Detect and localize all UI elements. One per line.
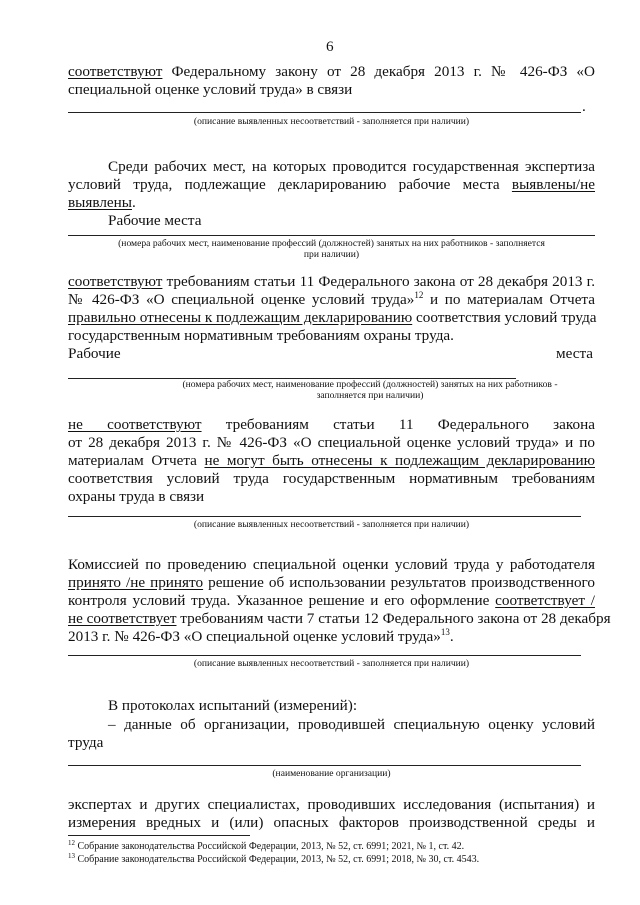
fill-in-line [68,516,581,517]
underlined-option: соответствуют [68,63,163,80]
text-run: требованиям статьи 11 Федерального закона [201,416,595,433]
footnote-ref: 12 [414,290,424,300]
text-run: условий труда, подлежащие декларированию рабочие места [68,176,512,193]
underlined-option: принято /не принято [68,574,204,591]
text-run: контроля условий труда. Указанное решение и его оформление [68,592,496,609]
paragraph-line: труда [68,734,104,751]
field-caption: заполняется при наличии) [316,390,424,401]
footnote-ref: 13 [440,627,450,637]
text-run: и по материалам Отчета [423,291,595,308]
paragraph-line [68,194,136,212]
fill-in-line [68,655,581,656]
paragraph-line [68,610,611,628]
field-caption: (наименование организации) [272,768,391,779]
paragraph-line: измерения вредных и (или) опасных факторов производственной среды и [68,814,595,831]
text-run: Федеральному закону от 28 декабря 2013 г. № 426-ФЗ «О [162,63,595,80]
paragraph-line [68,592,595,610]
underlined-option: соответствуют [68,273,163,290]
footnote-text: Собрание законодательства Российской Федерации, 2013, № 52, ст. 6991; 2018, № 30, ст. 4543. [75,854,480,865]
field-caption: (номера рабочих мест, наименование профессий (должностей) занятых на них работников - [182,379,558,390]
paragraph-line [68,291,595,309]
paragraph-line [68,574,595,592]
paragraph-line: Рабочие [68,345,121,362]
text-run: № 426-ФЗ «О специальной оценке условий труда» [68,291,415,308]
paragraph-line: экспертах и других специалистах, проводивших исследования (испытания) и [68,796,595,813]
paragraph-line: – данные об организации, проводившей специальную оценку условий [108,716,595,733]
paragraph-line: Комиссией по проведению специальной оценки условий труда у работодателя [68,556,595,573]
footnote-text: Собрание законодательства Российской Федерации, 2013, № 52, ст. 6991; 2021, № 1, ст. 42. [75,841,465,852]
paragraph-line [68,628,454,646]
paragraph-line [68,63,595,81]
paragraph-line [68,176,595,194]
text-run: соответствия условий труда [412,309,597,326]
text-run: . [131,194,136,211]
field-caption: (описание выявленных несоответствий - заполняется при наличии) [193,116,470,127]
text-run: решение об использовании результатов производственного [203,574,595,591]
text-run: . [449,628,454,645]
paragraph-line: В протоколах испытаний (измерений): [108,697,358,714]
footnote-number: 13 [68,852,75,860]
footnote-separator [68,835,250,836]
footnote-12 [68,841,464,853]
text-run: 2013 г. № 426-ФЗ «О специальной оценке условий труда» [68,628,441,645]
fill-in-line [68,765,581,766]
underlined-option: не могут быть отнесены к подлежащим декларированию [204,452,595,469]
paragraph-line: места [556,345,594,362]
field-caption: (номера рабочих мест, наименование профессий (должностей) занятых на них работников - заполняется [118,238,545,249]
paragraph-line: специальной оценке условий труда» в связи [68,81,353,98]
underlined-option: выявлены [68,194,132,211]
footnote-number: 12 [68,839,75,847]
page-number: 6 [326,38,334,55]
fill-in-line [68,112,581,113]
field-caption: (описание выявленных несоответствий - заполняется при наличии) [193,658,470,669]
text-run: требованиям статьи 11 Федерального закона от 28 декабря 2013 г. [162,273,595,290]
fill-in-line [68,235,595,236]
underlined-option: не соответствуют [68,416,202,433]
field-caption: при наличии) [303,249,360,260]
paragraph-line: охраны труда в связи [68,488,205,505]
footnote-13 [68,854,479,866]
paragraph-line [68,416,595,434]
text-run: требованиям части 7 статьи 12 Федерального закона от 28 декабря [176,610,611,627]
paragraph-line [68,309,595,327]
paragraph-line [68,273,595,291]
field-caption: (описание выявленных несоответствий - заполняется при наличии) [193,519,470,530]
paragraph-line: от 28 декабря 2013 г. № 426-ФЗ «О специальной оценке условий труда» и по [68,434,595,451]
underlined-option: выявлены/не [511,176,595,193]
text-run: материалам Отчета [68,452,205,469]
paragraph-line [68,452,595,470]
underlined-option: не соответствует [68,610,177,627]
paragraph-line: Среди рабочих мест, на которых проводится государственная экспертиза [108,158,595,175]
paragraph-line: Рабочие места [108,212,202,229]
underlined-option: правильно отнесены к подлежащим декларированию [68,309,413,326]
underlined-option: соответствует / [495,592,595,609]
paragraph-line: государственным нормативным требованиям охраны труда. [68,327,454,344]
line-end-dot: . [582,98,586,115]
paragraph-line: соответствия условий труда государственным нормативным требованиям [68,470,595,487]
